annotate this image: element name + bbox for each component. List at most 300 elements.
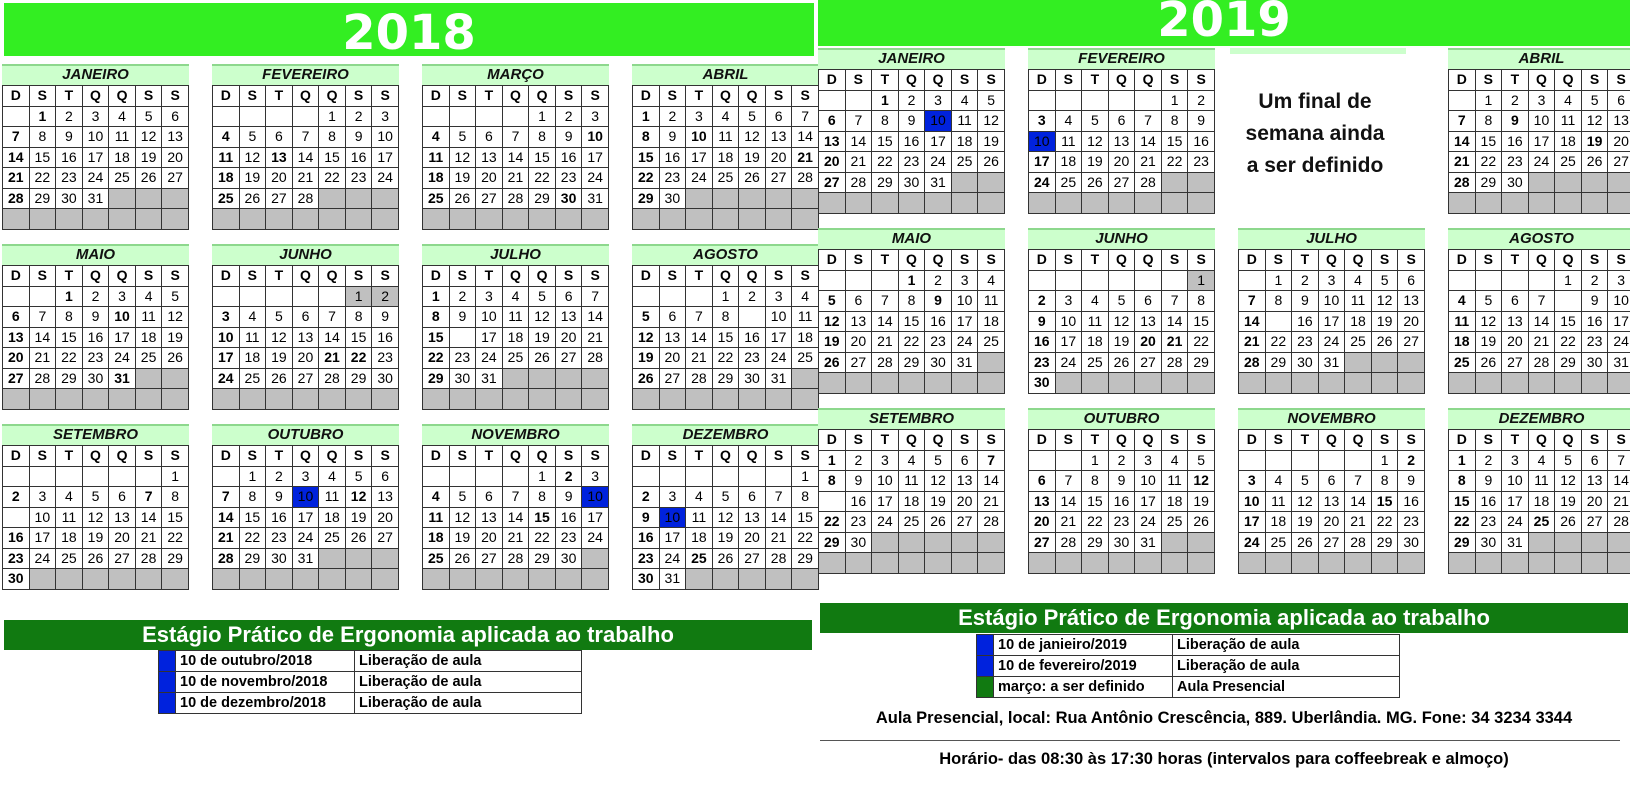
empty-cell — [1528, 373, 1555, 394]
day-cell: 30 — [898, 172, 925, 193]
day-cell: 20 — [266, 168, 293, 189]
day-cell: 10 — [659, 507, 686, 528]
day-cell: 28 — [872, 352, 899, 373]
empty-cell — [1161, 532, 1188, 553]
empty-cell — [239, 569, 266, 590]
weekday-header-row — [633, 86, 819, 107]
week-row — [633, 466, 819, 487]
weekday-label: S — [1161, 250, 1188, 271]
day-cell: 4 — [951, 90, 978, 111]
week-row — [633, 188, 819, 209]
day-cell: 17 — [1528, 131, 1555, 152]
week-row — [1449, 532, 1630, 553]
day-cell: 8 — [56, 307, 83, 328]
day-cell: 11 — [1555, 111, 1582, 132]
day-cell: 26 — [449, 188, 476, 209]
day-cell: 4 — [239, 307, 266, 328]
day-cell: 4 — [1055, 111, 1082, 132]
day-cell: 8 — [239, 487, 266, 508]
day-cell: 31 — [82, 188, 109, 209]
empty-cell — [1265, 311, 1292, 332]
day-cell: 17 — [1608, 311, 1630, 332]
weekday-label: S — [951, 70, 978, 91]
day-cell: 2 — [1475, 450, 1502, 471]
empty-cell — [633, 389, 660, 410]
week-row — [1449, 270, 1630, 291]
day-cell: 5 — [1475, 291, 1502, 312]
weekday-label: S — [1475, 70, 1502, 91]
day-cell: 9 — [1475, 471, 1502, 492]
day-cell: 28 — [1135, 172, 1162, 193]
empty-cell — [1188, 373, 1215, 394]
day-cell: 3 — [292, 466, 319, 487]
weekday-label: T — [476, 266, 503, 287]
weekday-label: Q — [898, 70, 925, 91]
weekday-label: T — [1502, 250, 1529, 271]
day-cell: 15 — [345, 327, 372, 348]
day-cell: 31 — [1318, 352, 1345, 373]
empty-cell — [1475, 373, 1502, 394]
day-cell: 13 — [109, 507, 136, 528]
weekday-label: S — [765, 86, 792, 107]
day-cell: 27 — [1581, 512, 1608, 533]
day-cell: 29 — [872, 172, 899, 193]
month-title: JUNHO — [212, 244, 399, 265]
legend-row — [977, 677, 1400, 698]
weekday-label: Q — [925, 70, 952, 91]
day-cell: 11 — [239, 327, 266, 348]
month-table — [1028, 69, 1215, 214]
empty-cell — [3, 209, 30, 230]
empty-cell — [633, 209, 660, 230]
day-cell: 10 — [372, 127, 399, 148]
weekday-label: S — [845, 250, 872, 271]
month-agosto — [632, 244, 819, 410]
weekday-label: Q — [502, 86, 529, 107]
day-cell: 24 — [213, 368, 240, 389]
empty-cell — [502, 209, 529, 230]
day-cell: 20 — [765, 147, 792, 168]
month-title: NOVEMBRO — [422, 424, 609, 445]
day-cell: 20 — [845, 332, 872, 353]
day-cell: 25 — [135, 348, 162, 369]
day-cell: 7 — [582, 286, 609, 307]
weekday-label: S — [449, 266, 476, 287]
empty-cell — [898, 373, 925, 394]
week-row — [1449, 172, 1630, 193]
day-cell: 19 — [529, 327, 556, 348]
empty-cell — [1292, 373, 1319, 394]
day-cell: 2 — [1188, 90, 1215, 111]
day-cell: 19 — [1581, 131, 1608, 152]
day-cell: 19 — [266, 348, 293, 369]
week-row — [3, 147, 189, 168]
month-title: AGOSTO — [632, 244, 819, 265]
weekday-label: S — [1055, 250, 1082, 271]
week-row — [1029, 512, 1215, 533]
week-row — [1239, 291, 1425, 312]
empty-cell — [633, 466, 660, 487]
day-cell: 10 — [476, 307, 503, 328]
day-cell: 10 — [951, 291, 978, 312]
day-cell: 5 — [135, 106, 162, 127]
month-title: DEZEMBRO — [1448, 408, 1630, 429]
day-cell: 17 — [582, 147, 609, 168]
weekday-label: S — [978, 430, 1005, 451]
day-cell: 17 — [1239, 512, 1266, 533]
week-row — [423, 548, 609, 569]
day-cell: 14 — [978, 471, 1005, 492]
week-row — [633, 368, 819, 389]
week-row — [213, 147, 399, 168]
day-cell: 1 — [1161, 90, 1188, 111]
day-cell: 3 — [1135, 450, 1162, 471]
day-cell: 18 — [1161, 491, 1188, 512]
day-cell: 30 — [449, 368, 476, 389]
day-cell: 18 — [423, 528, 450, 549]
day-cell: 24 — [582, 528, 609, 549]
day-cell: 17 — [213, 348, 240, 369]
day-cell: 13 — [739, 507, 766, 528]
day-cell: 8 — [529, 487, 556, 508]
week-row — [423, 466, 609, 487]
day-cell: 21 — [135, 528, 162, 549]
day-cell: 13 — [372, 487, 399, 508]
day-cell: 5 — [1108, 291, 1135, 312]
day-cell: 23 — [739, 348, 766, 369]
day-cell: 24 — [1318, 332, 1345, 353]
day-cell: 26 — [345, 528, 372, 549]
week-row — [423, 147, 609, 168]
empty-cell — [1318, 450, 1345, 471]
day-cell: 17 — [476, 327, 503, 348]
empty-cell — [739, 209, 766, 230]
day-cell: 13 — [476, 507, 503, 528]
day-cell: 21 — [792, 147, 819, 168]
day-cell: 11 — [213, 147, 240, 168]
week-row — [633, 106, 819, 127]
day-cell: 18 — [502, 327, 529, 348]
weekday-label: Q — [109, 446, 136, 467]
day-cell: 29 — [898, 352, 925, 373]
empty-cell — [162, 389, 189, 410]
day-cell: 3 — [582, 466, 609, 487]
week-row — [1239, 471, 1425, 492]
day-cell: 7 — [765, 487, 792, 508]
empty-cell — [213, 286, 240, 307]
day-cell: 10 — [213, 327, 240, 348]
day-cell: 8 — [1188, 291, 1215, 312]
week-row — [819, 373, 1005, 394]
day-cell: 24 — [1502, 512, 1529, 533]
weekday-header-row — [819, 430, 1005, 451]
day-cell: 3 — [476, 286, 503, 307]
empty-cell — [1108, 553, 1135, 574]
week-row — [1029, 373, 1215, 394]
weekday-label: D — [213, 86, 240, 107]
week-row — [213, 106, 399, 127]
empty-cell — [1502, 553, 1529, 574]
weekday-label: S — [345, 86, 372, 107]
week-row — [423, 507, 609, 528]
day-cell: 23 — [1398, 512, 1425, 533]
empty-cell — [1608, 373, 1630, 394]
day-cell: 17 — [372, 147, 399, 168]
day-cell: 9 — [1029, 311, 1056, 332]
month-title: OUTUBRO — [1028, 408, 1215, 429]
day-cell: 3 — [213, 307, 240, 328]
empty-cell — [239, 286, 266, 307]
day-cell: 29 — [239, 548, 266, 569]
day-cell: 8 — [712, 307, 739, 328]
day-cell: 22 — [56, 348, 83, 369]
day-cell: 10 — [765, 307, 792, 328]
week-row — [633, 286, 819, 307]
day-cell: 15 — [898, 311, 925, 332]
month-table — [1448, 69, 1630, 214]
weekday-header-row — [213, 446, 399, 467]
week-row — [1029, 193, 1215, 214]
month-março — [422, 64, 609, 230]
empty-cell — [3, 466, 30, 487]
day-cell: 18 — [319, 507, 346, 528]
empty-cell — [29, 286, 56, 307]
empty-cell — [712, 389, 739, 410]
day-cell: 25 — [978, 332, 1005, 353]
empty-cell — [925, 553, 952, 574]
week-row — [423, 487, 609, 508]
empty-cell — [819, 270, 846, 291]
empty-cell — [819, 491, 846, 512]
day-cell: 4 — [898, 450, 925, 471]
day-cell: 18 — [898, 491, 925, 512]
empty-cell — [1082, 90, 1109, 111]
day-cell: 19 — [82, 528, 109, 549]
week-row — [1449, 131, 1630, 152]
day-cell: 8 — [162, 487, 189, 508]
address-line: Aula Presencial, local: Rua Antônio Crescência, 889. Uberlândia. MG. Fone: 34 3234 3344 — [875, 709, 1573, 727]
weekday-label: S — [29, 266, 56, 287]
day-cell: 12 — [1188, 471, 1215, 492]
day-cell: 8 — [345, 307, 372, 328]
day-cell: 4 — [1082, 291, 1109, 312]
month-table — [212, 85, 399, 230]
legend-row — [977, 656, 1400, 677]
day-cell: 25 — [1082, 352, 1109, 373]
week-row — [3, 286, 189, 307]
legend-date: 10 de fevereiro/2019 — [994, 656, 1173, 677]
day-cell: 12 — [1108, 311, 1135, 332]
empty-cell — [898, 532, 925, 553]
empty-cell — [213, 106, 240, 127]
day-cell: 27 — [765, 168, 792, 189]
month-junho — [1028, 228, 1215, 394]
day-cell: 12 — [345, 487, 372, 508]
weekday-label: Q — [292, 446, 319, 467]
day-cell: 27 — [845, 352, 872, 373]
weekday-label: S — [162, 86, 189, 107]
day-cell: 7 — [292, 127, 319, 148]
day-cell: 20 — [1029, 512, 1056, 533]
empty-cell — [819, 373, 846, 394]
week-row — [1449, 373, 1630, 394]
empty-cell — [686, 209, 713, 230]
day-cell: 7 — [1055, 471, 1082, 492]
day-cell: 19 — [449, 528, 476, 549]
day-cell: 13 — [1135, 311, 1162, 332]
weekday-label: Q — [1345, 430, 1372, 451]
empty-cell — [82, 389, 109, 410]
week-row — [3, 569, 189, 590]
empty-cell — [1398, 352, 1425, 373]
month-table — [818, 249, 1005, 394]
week-row — [1239, 352, 1425, 373]
month-table — [212, 445, 399, 590]
day-cell: 24 — [686, 168, 713, 189]
weekday-header-row — [819, 70, 1005, 91]
empty-cell — [1029, 450, 1056, 471]
week-row — [213, 507, 399, 528]
week-row — [1029, 152, 1215, 173]
empty-cell — [792, 389, 819, 410]
day-cell: 6 — [3, 307, 30, 328]
weekday-label: S — [792, 446, 819, 467]
day-cell: 20 — [819, 152, 846, 173]
day-cell: 14 — [1055, 491, 1082, 512]
day-cell: 6 — [1502, 291, 1529, 312]
day-cell: 10 — [1528, 111, 1555, 132]
day-cell: 5 — [1082, 111, 1109, 132]
day-cell: 24 — [951, 332, 978, 353]
day-cell: 4 — [502, 286, 529, 307]
day-cell: 13 — [845, 311, 872, 332]
day-cell: 15 — [1371, 491, 1398, 512]
empty-cell — [162, 368, 189, 389]
empty-cell — [1135, 90, 1162, 111]
day-cell: 15 — [633, 147, 660, 168]
day-cell: 16 — [345, 147, 372, 168]
empty-cell — [792, 368, 819, 389]
weekday-label: S — [1608, 430, 1630, 451]
weekday-label: Q — [1345, 250, 1372, 271]
day-cell: 22 — [529, 528, 556, 549]
week-row — [423, 168, 609, 189]
empty-cell — [423, 569, 450, 590]
day-cell: 6 — [162, 106, 189, 127]
weekday-label: T — [56, 86, 83, 107]
day-cell: 23 — [449, 348, 476, 369]
weekday-label: S — [1188, 250, 1215, 271]
week-row — [819, 532, 1005, 553]
day-cell: 27 — [1398, 332, 1425, 353]
day-cell: 20 — [739, 528, 766, 549]
weekday-label: Q — [319, 86, 346, 107]
legend-swatch — [977, 677, 994, 698]
month-janeiro — [2, 64, 189, 230]
day-cell: 18 — [423, 168, 450, 189]
empty-cell — [292, 106, 319, 127]
legend-label: Liberação de aula — [1173, 656, 1400, 677]
day-cell: 9 — [925, 291, 952, 312]
day-cell: 8 — [1475, 111, 1502, 132]
day-cell: 13 — [3, 327, 30, 348]
empty-cell — [1161, 373, 1188, 394]
day-cell: 29 — [1188, 352, 1215, 373]
empty-cell — [1135, 270, 1162, 291]
empty-cell — [476, 569, 503, 590]
day-cell: 11 — [135, 307, 162, 328]
month-table — [1028, 429, 1215, 574]
day-cell: 16 — [925, 311, 952, 332]
empty-cell — [1581, 373, 1608, 394]
week-row — [633, 348, 819, 369]
empty-cell — [423, 466, 450, 487]
day-cell: 19 — [1292, 512, 1319, 533]
weekday-label: Q — [925, 250, 952, 271]
day-cell: 18 — [978, 311, 1005, 332]
day-cell: 14 — [765, 507, 792, 528]
weekday-header-row — [633, 266, 819, 287]
empty-cell — [1555, 193, 1582, 214]
day-cell: 6 — [1029, 471, 1056, 492]
empty-cell — [1502, 270, 1529, 291]
day-cell: 4 — [135, 286, 162, 307]
day-cell: 11 — [56, 507, 83, 528]
month-outubro — [212, 424, 399, 590]
day-cell: 5 — [266, 307, 293, 328]
week-row — [423, 569, 609, 590]
day-cell: 25 — [951, 152, 978, 173]
empty-cell — [978, 532, 1005, 553]
month-title: MARÇO — [422, 64, 609, 85]
empty-cell — [502, 466, 529, 487]
day-cell: 27 — [1135, 352, 1162, 373]
week-row — [633, 209, 819, 230]
day-cell: 14 — [1608, 471, 1630, 492]
day-cell: 21 — [582, 327, 609, 348]
day-cell: 5 — [819, 291, 846, 312]
day-cell: 11 — [1161, 471, 1188, 492]
empty-cell — [792, 188, 819, 209]
week-row — [633, 127, 819, 148]
weekday-label: D — [819, 70, 846, 91]
empty-cell — [239, 389, 266, 410]
empty-cell — [1345, 450, 1372, 471]
empty-cell — [1502, 193, 1529, 214]
month-janeiro — [818, 48, 1005, 214]
legend-date: março: a ser definido — [994, 677, 1173, 698]
empty-cell — [925, 373, 952, 394]
month-title: JULHO — [422, 244, 609, 265]
week-row — [423, 368, 609, 389]
day-cell: 26 — [1108, 352, 1135, 373]
day-cell: 19 — [819, 332, 846, 353]
empty-cell — [1265, 373, 1292, 394]
day-cell: 29 — [1371, 532, 1398, 553]
day-cell: 26 — [82, 548, 109, 569]
day-cell: 21 — [686, 348, 713, 369]
day-cell: 23 — [925, 332, 952, 353]
day-cell: 28 — [319, 368, 346, 389]
day-cell: 24 — [372, 168, 399, 189]
day-cell: 25 — [1161, 512, 1188, 533]
day-cell: 1 — [56, 286, 83, 307]
empty-cell — [109, 389, 136, 410]
month-table — [1448, 249, 1630, 394]
empty-cell — [529, 368, 556, 389]
weekday-label: Q — [529, 86, 556, 107]
empty-cell — [29, 569, 56, 590]
